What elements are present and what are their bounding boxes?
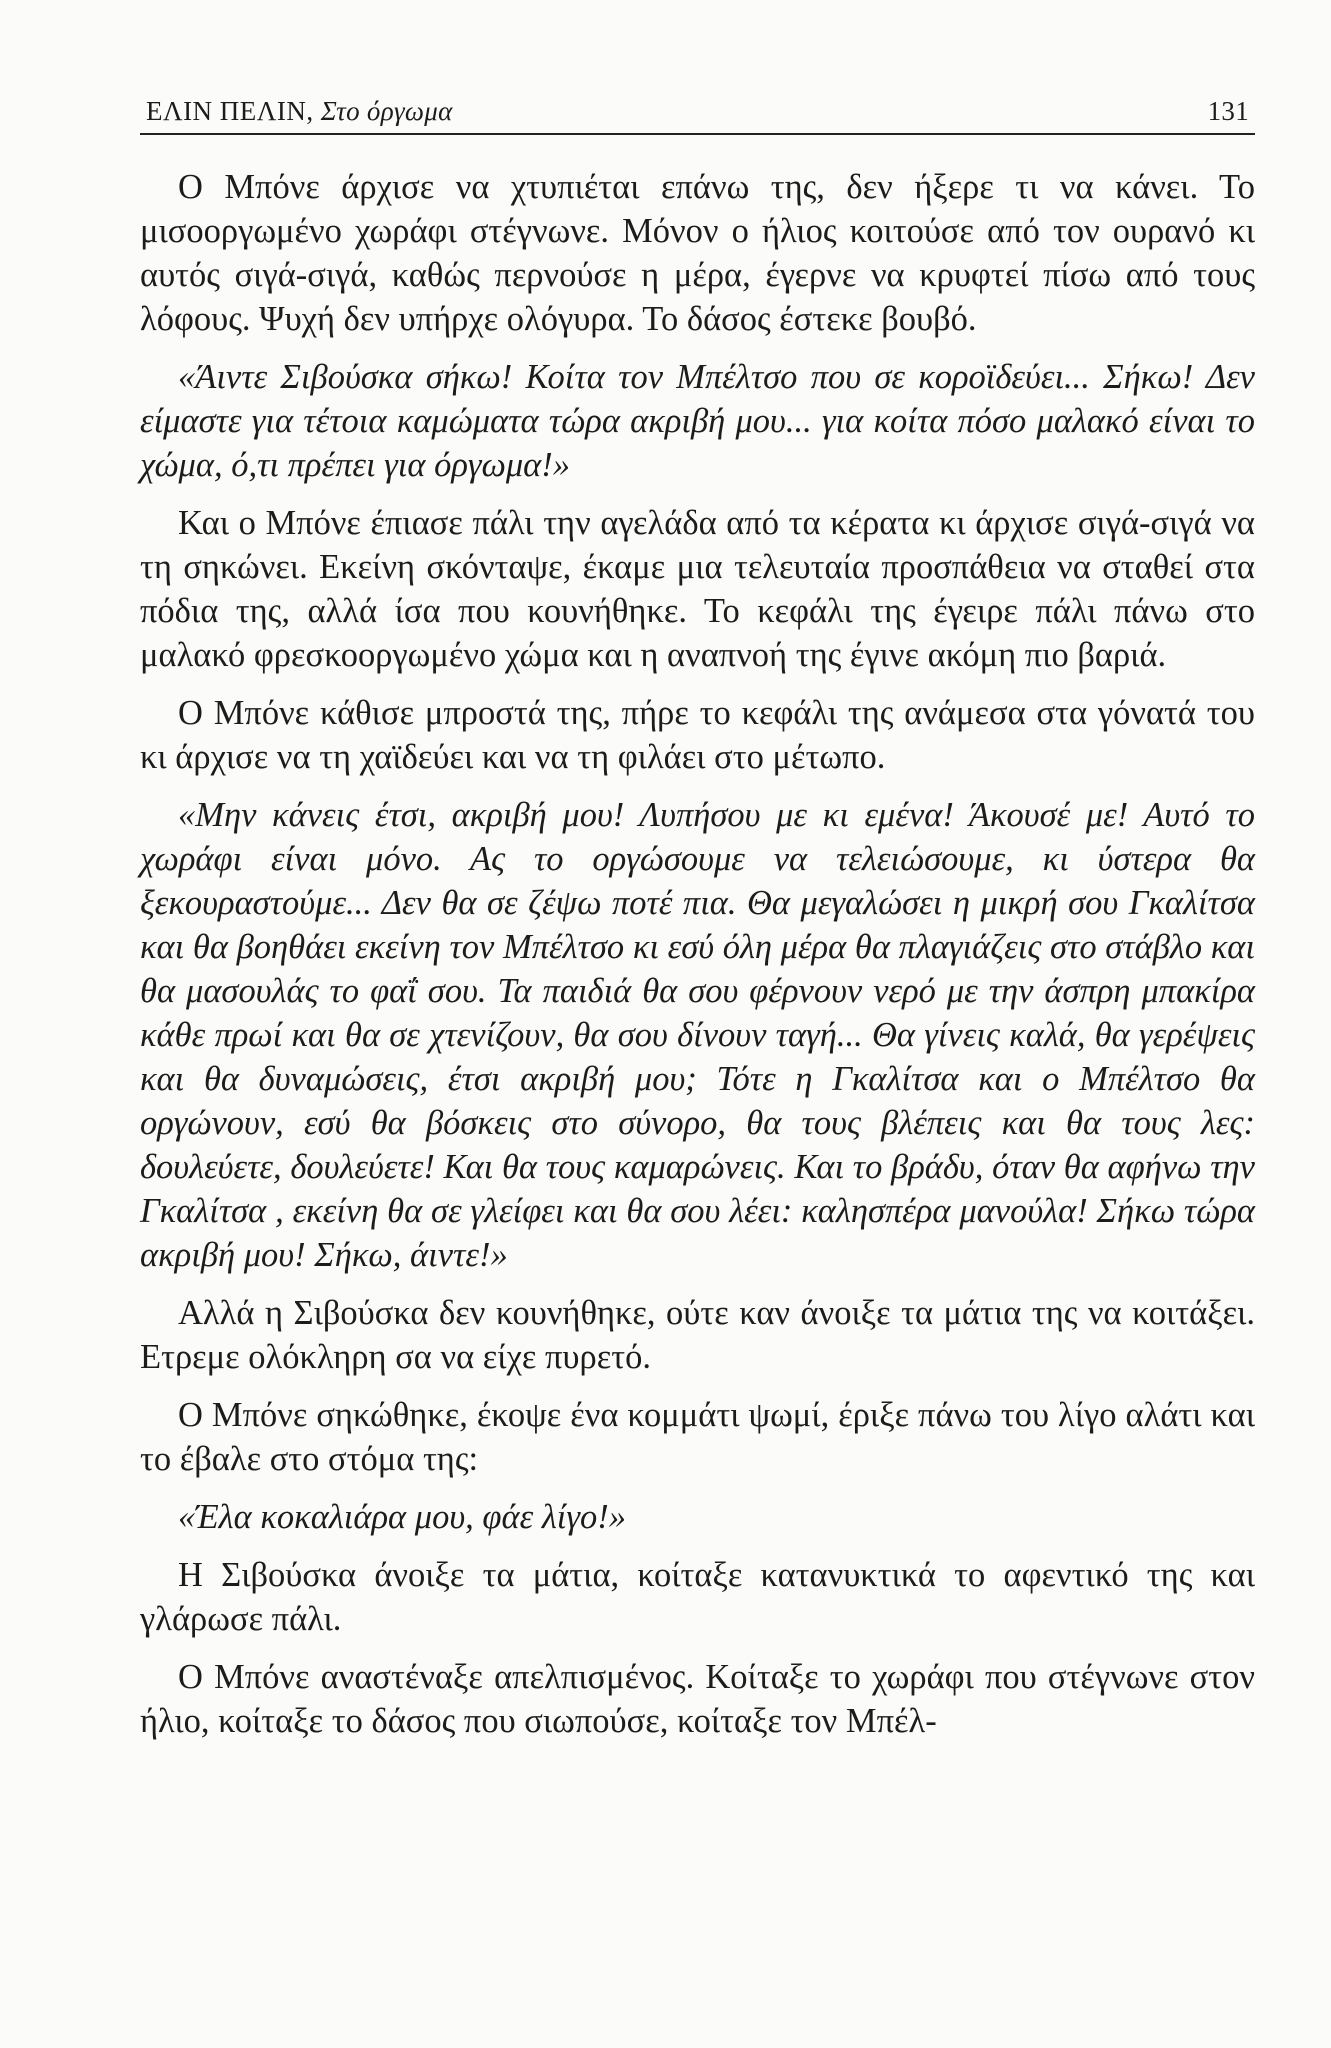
paragraph: Ο Μπόνε άρχισε να χτυπιέται επάνω της, δεν ήξερε τι να κάνει. Το μισοοργωμένο χωράφι στέγνωνε. Μόνον ο ήλιος κοιτούσε από τον ουρανό κι αυτός σιγά-σιγά, καθώς περνούσε η μέρα, έγερνε να κρυφτεί πίσω από τους λόφους. Ψυχή δεν υπήρχε ολόγυρα. Το δάσος έστεκε βουβό. — [140, 168, 1255, 338]
body-text — [140, 165, 1255, 1743]
header-rule — [140, 133, 1255, 135]
paragraph-dialogue: «Έλα κοκαλιάρα μου, φάε λίγο!» — [178, 1498, 626, 1536]
paragraph-dialogue: «Άιντε Σιβούσκα σήκω! Κοίτα τον Μπέλτσο που σε κοροϊδεύει... Σήκω! Δεν είμαστε για τέτοια καμώματα τώρα ακριβή μου... για κοίτα πόσο μαλακό είναι το χώμα, ό,τι πρέπει για όργωμα!» — [140, 358, 1255, 484]
paragraph: Αλλά η Σιβούσκα δεν κουνήθηκε, ούτε καν άνοιξε τα μάτια της να κοιτάξει. Ετρεμε ολόκληρη σα να είχε πυρετό. — [140, 1294, 1255, 1376]
book-page — [140, 96, 1255, 1743]
paragraph-dialogue: «Μην κάνεις έτσι, ακριβή μου! Λυπήσου με κι εμένα! Άκουσέ με! Αυτό το χωράφι είναι μόνο. Ας το οργώσουμε να τελειώσουμε, κι ύστερα θα ξεκουραστούμε... Δεν θα σε ζέψω ποτέ πια. Θα μεγαλώσει η μικρή σου Γκαλίτσα και θα βοηθάει εκείνη τον Μπέλτσο κι εσύ όλη μέρα θα πλαγιάζεις στο στάβλο και θα μασουλάς το φαΐ σου. Τα παιδιά θα σου φέρνουν νερό με την άσπρη μπακίρα κάθε πρωί και θα σε χτενίζουν, θα σου δίνουν ταγή... Θα γίνεις καλά, θα γερέψεις και θα δυναμώσεις, έτσι ακριβή μου; Τότε η Γκαλίτσα και ο Μπέλτσο θα οργώνουν, εσύ θα βόσκεις στο σύνορο, θα τους βλέπεις και θα τους λες: δουλεύετε, δουλεύετε! Και θα τους καμαρώνεις. Και το βράδυ, όταν θα αφήνω την Γκαλίτσα , εκείνη θα σε γλείφει και θα σου λέει: καλησπέρα μανούλα! Σήκω τώρα ακριβή μου! Σήκω, άιντε!» — [140, 796, 1255, 1274]
header-left — [146, 96, 453, 127]
header-author: ΕΛΙΝ ΠΕΛΙΝ, — [146, 96, 314, 126]
header-work-title: Στο όργωμα — [320, 96, 453, 126]
page-number: 131 — [1207, 96, 1249, 126]
paragraph: Ο Μπόνε αναστέναξε απελπισμένος. Κοίταξε το χωράφι που στέγνωνε στον ήλιο, κοίταξε το δάσος που σιωπούσε, κοίταξε τον Μπέλ- — [140, 1658, 1255, 1740]
paragraph: Ο Μπόνε κάθισε μπροστά της, πήρε το κεφάλι της ανάμεσα στα γόνατά του κι άρχισε να τη χαϊδεύει και να τη φιλάει στο μέτωπο. — [140, 694, 1255, 776]
paragraph: Ο Μπόνε σηκώθηκε, έκοψε ένα κομμάτι ψωμί, έριξε πάνω του λίγο αλάτι και το έβαλε στο στόμα της: — [140, 1396, 1255, 1478]
paragraph: Και ο Μπόνε έπιασε πάλι την αγελάδα από τα κέρατα κι άρχισε σιγά-σιγά να τη σηκώνει. Εκείνη σκόνταψε, έκαμε μια τελευταία προσπάθεια να σταθεί στα πόδια της, αλλά ίσα που κουνήθηκε. Το κεφάλι της έγειρε πάλι πάνω στο μαλακό φρεσκοοργωμένο χώμα και η αναπνοή της έγινε ακόμη πιο βαριά. — [140, 504, 1255, 674]
running-header — [140, 96, 1255, 133]
paragraph: Η Σιβούσκα άνοιξε τα μάτια, κοίταξε κατανυκτικά το αφεντικό της και γλάρωσε πάλι. — [140, 1556, 1255, 1638]
